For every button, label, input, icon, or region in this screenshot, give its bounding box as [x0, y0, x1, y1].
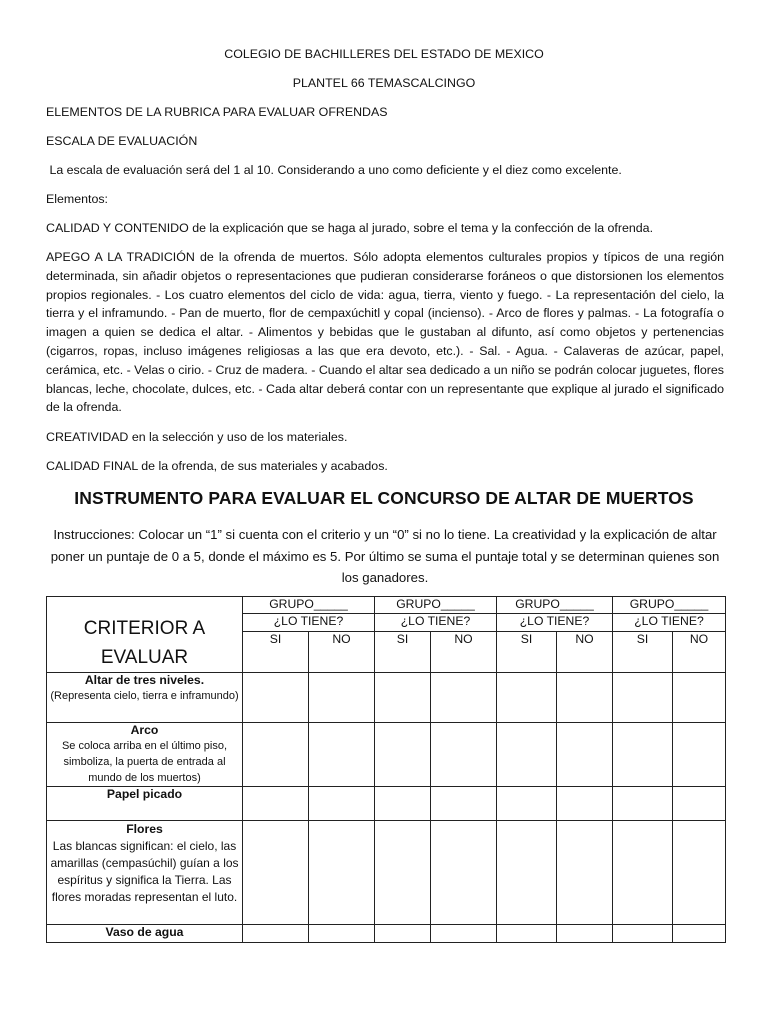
criterion-cell	[47, 925, 243, 943]
yes-label: SI	[613, 632, 673, 672]
score-cell[interactable]	[375, 672, 431, 722]
score-cell[interactable]	[613, 925, 673, 943]
apego-tradicion-text: APEGO A LA TRADICIÓN de la ofrenda de muertos. Sólo adopta elementos culturales propios y típicos de una región determinada, sin añadir objetos o representaciones que pudieran considerarse foráneos o que distorsionen los elementos propios regionales. - Los cuatro elementos del ciclo de vida: agua, tierra, viento y fuego. - La representación del cielo, la tierra y el inframundo. - Pan de muerto, flor de cempaxúchitl y copal (incienso). - Arco de flores y palmas. - La fotografía o imagen a quien se dedica el altar. - Alimentos y bebidas que le gustaban al difunto, así como objetos y pertenencias (cigarros, ropas, incluso imágenes religiosas a las que era devoto, etc.). - Sal. - Agua. - Calaveras de azúcar, papel, cerámica, etc. - Velas o cirio. - Cruz de madera. - Cuando el altar sea dedicado a un niño se podrán colocar juguetes, flores blancas, leche, chocolate, dulces, etc. - Cada altar deberá contar con un representante que explique al jurado el significado de la ofrenda.	[46, 250, 724, 415]
evaluation-table	[46, 596, 726, 943]
score-cell[interactable]	[497, 672, 557, 722]
rubric-heading: ELEMENTOS DE LA RUBRICA PARA EVALUAR OFRENDAS	[46, 105, 388, 119]
table-row	[47, 672, 726, 722]
yes-label: SI	[497, 632, 557, 672]
score-cell[interactable]	[431, 672, 497, 722]
score-cell[interactable]	[613, 722, 673, 787]
score-cell[interactable]	[309, 925, 375, 943]
score-cell[interactable]	[243, 925, 309, 943]
scale-heading: ESCALA DE EVALUACIÓN	[46, 134, 198, 148]
no-label: NO	[673, 632, 726, 672]
instrument-title: INSTRUMENTO PARA EVALUAR EL CONCURSO DE ALTAR DE MUERTOS	[74, 488, 694, 508]
score-cell[interactable]	[673, 787, 726, 821]
score-cell[interactable]	[497, 821, 557, 925]
score-cell[interactable]	[613, 821, 673, 925]
score-cell[interactable]	[431, 925, 497, 943]
score-cell[interactable]	[243, 787, 309, 821]
score-cell[interactable]	[673, 672, 726, 722]
table-row	[47, 722, 726, 787]
elements-label: Elementos:	[46, 192, 108, 206]
has-it-label: ¿LO TIENE?	[497, 614, 613, 632]
instructions-text: Instrucciones: Colocar un “1” si cuenta con el criterio y un “0” si no lo tiene. La creatividad y la explicación de altar poner un puntaje de 0 a 5, donde el máximo es 5. Por último se suma el puntaje total y se determinan quienes son los ganadores.	[50, 527, 720, 585]
criterion-name: Flores	[126, 822, 163, 836]
score-cell[interactable]	[557, 722, 613, 787]
group-label: GRUPO_____	[497, 597, 613, 614]
score-cell[interactable]	[375, 722, 431, 787]
score-cell[interactable]	[673, 722, 726, 787]
score-cell[interactable]	[243, 722, 309, 787]
score-cell[interactable]	[309, 821, 375, 925]
table-row	[47, 821, 726, 925]
has-it-label: ¿LO TIENE?	[613, 614, 726, 632]
score-cell[interactable]	[497, 722, 557, 787]
score-cell[interactable]	[375, 821, 431, 925]
score-cell[interactable]	[309, 722, 375, 787]
score-cell[interactable]	[309, 672, 375, 722]
score-cell[interactable]	[557, 672, 613, 722]
score-cell[interactable]	[431, 722, 497, 787]
score-cell[interactable]	[497, 925, 557, 943]
yes-label: SI	[375, 632, 431, 672]
no-label: NO	[309, 632, 375, 672]
criterion-description: (Representa cielo, tierra e inframundo)	[50, 690, 239, 702]
score-cell[interactable]	[557, 787, 613, 821]
no-label: NO	[557, 632, 613, 672]
score-cell[interactable]	[309, 787, 375, 821]
no-label: NO	[431, 632, 497, 672]
criterion-description: Se coloca arriba en el último piso, simboliza, la puerta de entrada al mundo de los muertos)	[61, 740, 228, 784]
criterion-cell	[47, 722, 243, 787]
score-cell[interactable]	[375, 925, 431, 943]
criteria-header: CRITERIOR A EVALUAR	[47, 614, 243, 673]
criterion-cell	[47, 672, 243, 722]
criterion-name: Altar de tres niveles.	[84, 672, 205, 687]
score-cell[interactable]	[431, 821, 497, 925]
score-cell[interactable]	[613, 672, 673, 722]
scale-text: La escala de evaluación será del 1 al 10. Considerando a uno como deficiente y el diez como excelente.	[46, 163, 622, 177]
has-it-label: ¿LO TIENE?	[375, 614, 497, 632]
creatividad-text: CREATIVIDAD en la selección y uso de los materiales.	[46, 430, 348, 444]
group-label: GRUPO_____	[613, 597, 726, 614]
criterion-cell	[47, 787, 243, 821]
score-cell[interactable]	[497, 787, 557, 821]
group-label: GRUPO_____	[243, 597, 375, 614]
score-cell[interactable]	[243, 821, 309, 925]
criterion-name: Papel picado	[106, 787, 183, 801]
score-cell[interactable]	[557, 925, 613, 943]
table-row	[47, 787, 726, 821]
score-cell[interactable]	[557, 821, 613, 925]
calidad-final-text: CALIDAD FINAL de la ofrenda, de sus materiales y acabados.	[46, 459, 388, 473]
score-cell[interactable]	[613, 787, 673, 821]
criterion-description: Las blancas significan: el cielo, las amarillas (cempasúchil) guían a los espíritus y significa la Tierra. Las flores moradas representan el luto.	[50, 838, 239, 904]
group-label: GRUPO_____	[375, 597, 497, 614]
score-cell[interactable]	[431, 787, 497, 821]
score-cell[interactable]	[673, 925, 726, 943]
has-it-label: ¿LO TIENE?	[243, 614, 375, 632]
yes-label: SI	[243, 632, 309, 672]
criterion-name: Arco	[130, 722, 159, 737]
criteria-header-top	[47, 597, 243, 614]
criterion-cell	[47, 821, 243, 925]
has-it-row	[47, 614, 726, 632]
table-row	[47, 925, 726, 943]
score-cell[interactable]	[243, 672, 309, 722]
group-header-row	[47, 597, 726, 614]
score-cell[interactable]	[673, 821, 726, 925]
school-name: COLEGIO DE BACHILLERES DEL ESTADO DE MEXICO	[224, 47, 544, 61]
campus-name: PLANTEL 66 TEMASCALCINGO	[292, 76, 476, 90]
criterion-name: Vaso de agua	[105, 925, 184, 939]
calidad-contenido-text: CALIDAD Y CONTENIDO de la explicación que se haga al jurado, sobre el tema y la confección de la ofrenda.	[46, 221, 654, 235]
score-cell[interactable]	[375, 787, 431, 821]
